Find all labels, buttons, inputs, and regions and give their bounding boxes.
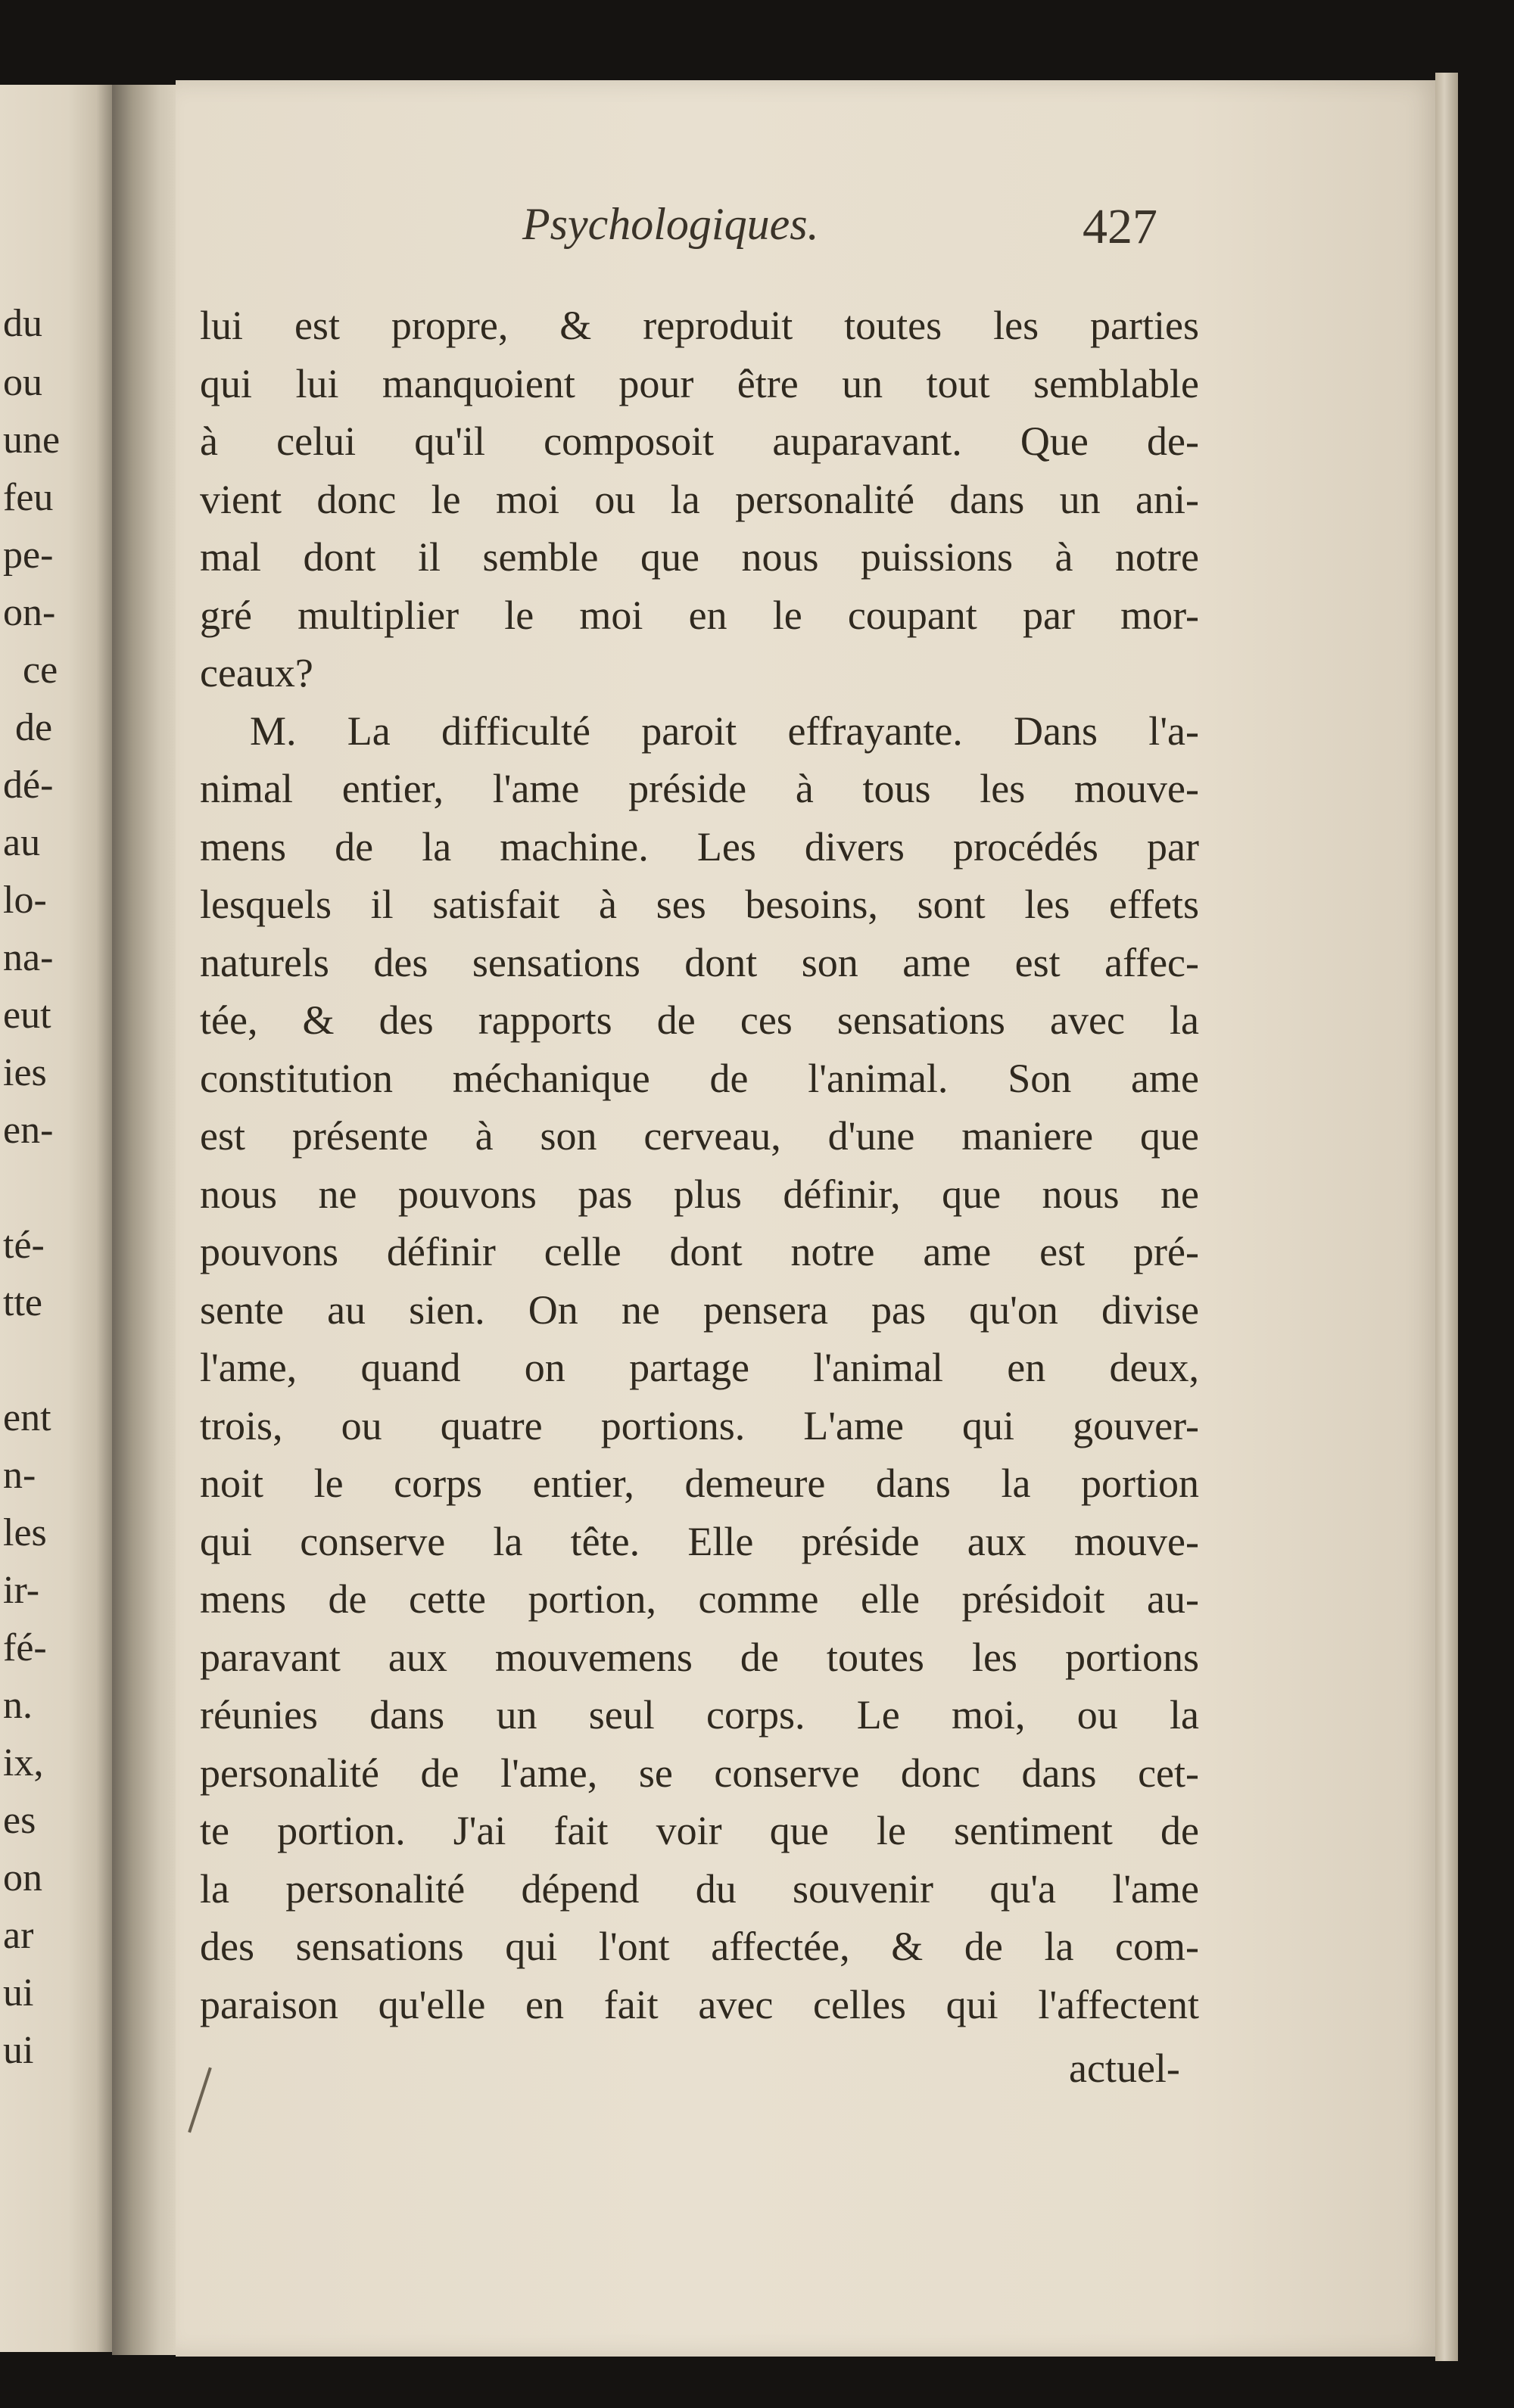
left-page-fragment: lo- — [3, 879, 47, 922]
catchword: actuel- — [1069, 2046, 1180, 2091]
text-line: noit le corps entier, demeure dans la portion — [200, 1461, 1199, 1506]
text-line: M. La difficulté paroit effrayante. Dans l'a- — [250, 708, 1199, 754]
left-page-fragment: ui — [3, 2029, 34, 2072]
left-page-fragment: ir- — [3, 1569, 40, 1612]
text-line: l'ame, quand on partage l'animal en deux, — [200, 1345, 1199, 1390]
page-number: 427 — [1083, 199, 1157, 254]
left-facing-page — [0, 85, 114, 2352]
left-page-fragment: ou — [3, 361, 42, 404]
left-page-fragment: n. — [3, 1684, 33, 1727]
left-page-fragment: feu — [3, 476, 54, 519]
book-gutter — [112, 85, 180, 2355]
left-page-fragment: ce — [23, 649, 58, 692]
left-page-fragment: n- — [3, 1454, 36, 1497]
text-line: naturels des sensations dont son ame est affec- — [200, 939, 1199, 985]
text-line: trois, ou quatre portions. L'ame qui gouver- — [200, 1402, 1199, 1448]
text-line: qui conserve la tête. Elle préside aux mouve- — [200, 1518, 1199, 1564]
text-line: paravant aux mouvemens de toutes les portions — [200, 1634, 1199, 1680]
left-page-fragment: ix, — [3, 1741, 44, 1784]
text-line: mal dont il semble que nous puissions à notre — [200, 534, 1199, 580]
text-line: qui lui manquoient pour être un tout semblable — [200, 360, 1199, 406]
text-line: lesquels il satisfait à ses besoins, sont les effets — [200, 882, 1199, 927]
text-line: mens de la machine. Les divers procédés par — [200, 823, 1199, 870]
text-line: des sensations qui l'ont affectée, & de la com- — [200, 1924, 1199, 1969]
text-line: tée, & des rapports de ces sensations avec la — [200, 997, 1199, 1043]
left-page-fragment: ies — [3, 1051, 47, 1094]
left-page-fragment: fé- — [3, 1626, 47, 1669]
left-page-fragment: on — [3, 1856, 42, 1899]
left-page-fragment: eut — [3, 994, 51, 1037]
left-page-fragment: pe- — [3, 534, 54, 577]
left-page-fragment: na- — [3, 936, 54, 979]
text-line: te portion. J'ai fait voir que le sentiment de — [200, 1808, 1199, 1853]
text-line: est présente à son cerveau, d'une maniere que — [200, 1113, 1199, 1159]
left-page-fragment: tte — [3, 1281, 42, 1324]
text-line: gré multiplier le moi en le coupant par mor- — [200, 592, 1199, 638]
text-line: lui est propre, & reproduit toutes les parties — [200, 303, 1199, 348]
left-page-fragment: dé- — [3, 764, 54, 807]
text-line: vient donc le moi ou la personalité dans un ani- — [200, 476, 1199, 522]
text-line: la personalité dépend du souvenir qu'a l'ame — [200, 1865, 1199, 1912]
left-page-fragment: les — [3, 1511, 47, 1554]
running-head: Psychologiques. — [522, 199, 819, 249]
text-line: paraison qu'elle en fait avec celles qui l'affectent — [200, 1981, 1199, 2027]
text-line: nous ne pouvons pas plus définir, que nous ne — [200, 1171, 1199, 1217]
text-line: sente au sien. On ne pensera pas qu'on divise — [200, 1286, 1199, 1333]
body-text — [200, 297, 1199, 2033]
left-page-fragment: au — [3, 821, 41, 864]
left-page-fragment: on- — [3, 591, 56, 634]
left-page-fragment: une — [3, 418, 61, 462]
left-page-fragment: en- — [3, 1109, 54, 1152]
text-line: ceaux? — [200, 650, 313, 695]
left-page-fragment: es — [3, 1799, 36, 1842]
text-line: réunies dans un seul corps. Le moi, ou la — [200, 1692, 1199, 1738]
page-edge — [1435, 73, 1458, 2361]
left-page-fragment: ent — [3, 1396, 51, 1439]
left-page-fragment: du — [3, 302, 42, 345]
left-page-fragment: ui — [3, 1971, 34, 2014]
left-page-fragment: de — [15, 706, 53, 749]
text-line: à celui qu'il composoit auparavant. Que de- — [200, 418, 1199, 464]
left-page-fragment: té- — [3, 1224, 45, 1267]
text-line: personalité de l'ame, se conserve donc dans cet- — [200, 1750, 1199, 1796]
left-page-fragment: ar — [3, 1914, 34, 1957]
text-line: constitution méchanique de l'animal. Son ame — [200, 1055, 1199, 1101]
text-line: pouvons définir celle dont notre ame est pré- — [200, 1229, 1199, 1274]
text-line: nimal entier, l'ame préside à tous les mouve- — [200, 766, 1199, 811]
text-line: mens de cette portion, comme elle présidoit au- — [200, 1576, 1199, 1622]
